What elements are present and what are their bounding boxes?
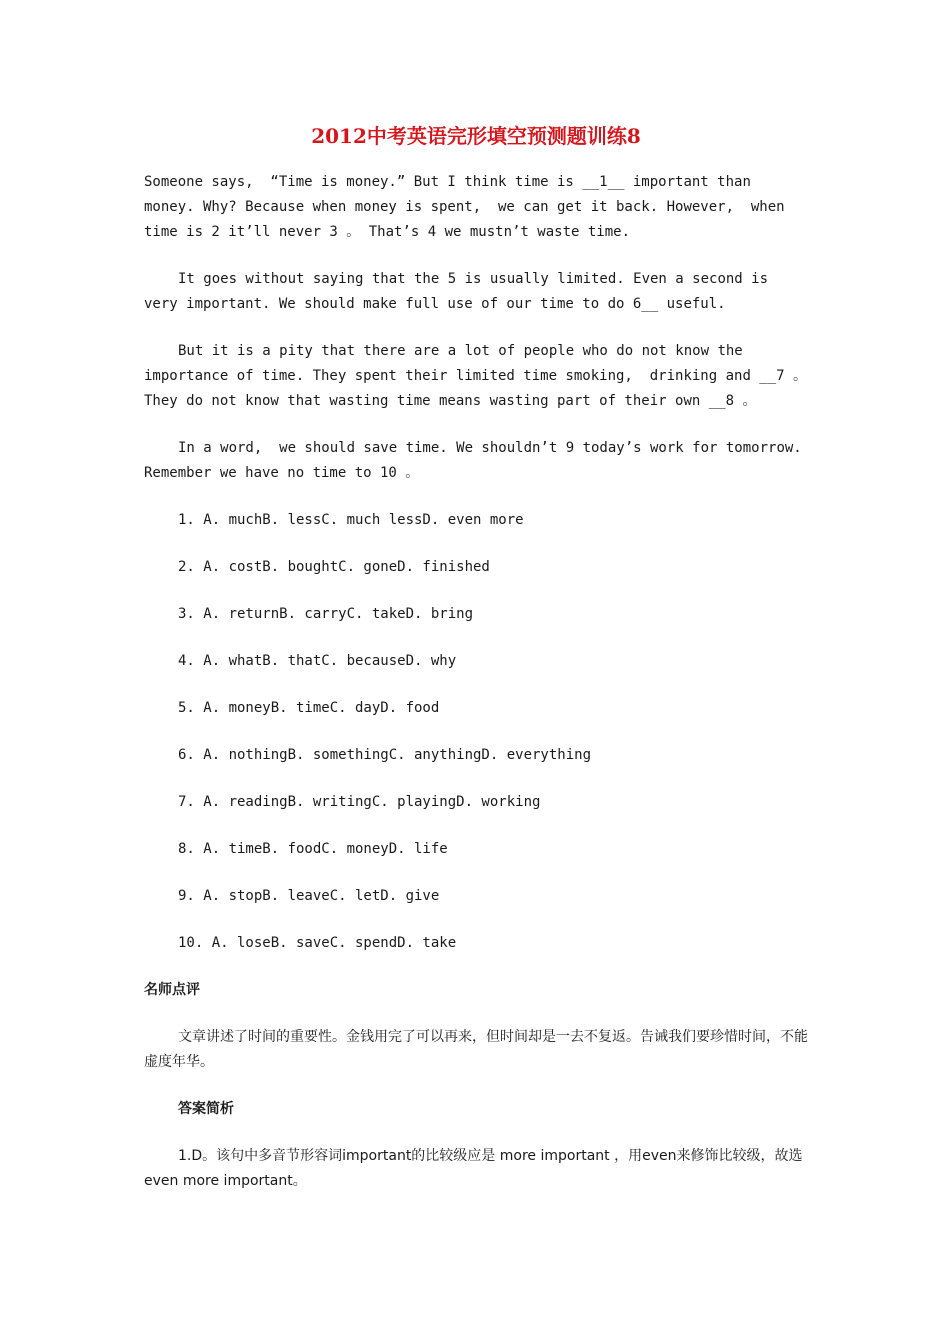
question-option-5: 5. A. moneyB. timeC. dayD. food <box>178 700 440 716</box>
review-text: 文章讲述了时间的重要性。金钱用完了可以再来，但时间却是一去不复返。告诫我们要珍惜时间，不能虚度年华。 <box>144 1029 808 1070</box>
question-option-6: 6. A. nothingB. somethingC. anythingD. everything <box>178 747 592 763</box>
answer-heading: 答案简析 <box>178 1101 234 1117</box>
question-option-2: 2. A. costB. boughtC. goneD. finished <box>178 559 490 575</box>
question-option-7: 7. A. readingB. writingC. playingD. working <box>178 794 541 810</box>
review-heading: 名师点评 <box>144 982 200 998</box>
passage-paragraph-1: Someone says, “Time is money.” But I think time is __1__ important than money. Why? Because when money is spent, we can get it back. However, when time is 2 it’ll never 3 。 That’s 4 we mustn’t waste time. <box>144 174 794 240</box>
passage-paragraph-2: It goes without saying that the 5 is usually limited. Even a second is very important. We should make full use of our time to do 6__ useful. <box>144 271 777 312</box>
question-option-4: 4. A. whatB. thatC. becauseD. why <box>178 653 457 669</box>
question-option-3: 3. A. returnB. carryC. takeD. bring <box>178 606 474 622</box>
question-option-8: 8. A. timeB. foodC. moneyD. life <box>178 841 448 857</box>
question-option-10: 10. A. loseB. saveC. spendD. take <box>178 935 457 951</box>
document-page <box>144 118 816 1216</box>
document-title: 2012中考英语完形填空预测题训练8 <box>311 124 641 148</box>
question-option-9: 9. A. stopB. leaveC. letD. give <box>178 888 440 904</box>
passage-paragraph-3: But it is a pity that there are a lot of people who do not know the importance of time. They spent their limited time smoking, drinking and __7 。 They do not know that wasting time means wasting part of their own __8 。 <box>144 343 816 409</box>
passage-paragraph-4: In a word, we should save time. We shouldn’t 9 today’s work for tomorrow. Remember we have no time to 10 。 <box>144 440 811 481</box>
question-option-1: 1. A. muchB. lessC. much lessD. even more <box>178 512 524 528</box>
answer-text: 1.D。该句中多音节形容词important的比较级应是 more important ，用even来修饰比较级，故选 even more important。 <box>144 1148 803 1189</box>
